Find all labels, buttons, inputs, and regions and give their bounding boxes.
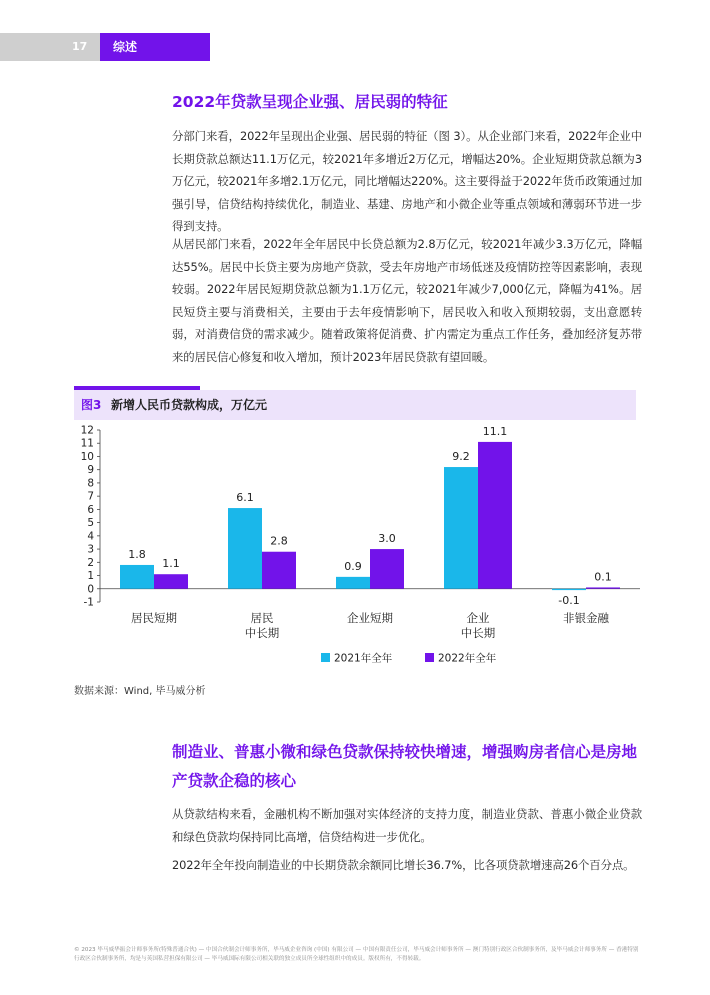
figure-label: 图3 [81, 398, 102, 412]
legend-swatch-2022 [425, 653, 434, 662]
bar-2021 [120, 565, 154, 589]
y-tick-label: 1 [87, 570, 94, 583]
section-heading-2: 制造业、普惠小微和绿色贷款保持较快增速，增强购房者信心是房地产贷款企稳的核心 [172, 743, 638, 790]
legend-label: 2022年全年 [438, 652, 497, 665]
y-tick-label: 4 [87, 530, 94, 543]
figure-title: 新增人民币贷款构成，万亿元 [111, 398, 268, 412]
bar-2022 [370, 549, 404, 589]
paragraph-2: 从居民部门来看，2022年全年居民中长贷总额为2.8万亿元，较2021年减少3.3万亿元，降幅达55%。居民中长贷主要为房地产贷款，受去年房地产市场低迷及疫情防控等因素影响，表现较弱。2022年居民短期贷款总额为1.1万亿元，较2021年减少7,000亿元，降幅为41%。居民短贷主要与消费相关，主要由于去年疫情影响下，居民收入和收入预期较弱，支出意愿转弱，对消费信贷的需求减少。随着政策将促消费、扩内需定为重点工作任务，叠加经济复苏带来的居民信心修复和收入增加，预计2023年居民贷款有望回暖。 [172, 237, 642, 364]
legend-label: 2021年全年 [334, 652, 393, 665]
y-tick-label: 12 [80, 424, 94, 437]
bar-2022 [262, 552, 296, 589]
data-label: 0.1 [594, 570, 612, 584]
loan-composition-chart [60, 422, 650, 674]
x-category-label: 居民短期 [131, 611, 177, 625]
x-category-label: 中长期 [460, 626, 496, 640]
bar-2021 [444, 467, 478, 589]
legend-swatch-2021 [321, 653, 330, 662]
data-label: 6.1 [236, 491, 254, 505]
x-category-label: 非银金融 [563, 611, 609, 625]
y-tick-label: 11 [80, 437, 94, 450]
bar-2021 [552, 589, 586, 590]
data-label: 2.8 [270, 534, 288, 548]
x-category-label: 中长期 [244, 626, 280, 640]
data-label: 1.8 [128, 547, 146, 561]
x-category-label: 居民 [250, 611, 274, 625]
y-tick-label: 3 [87, 543, 94, 556]
bar-2021 [228, 508, 262, 589]
bar-2021 [336, 577, 370, 589]
copyright-footer: © 2023 毕马威华振会计师事务所(特殊普通合伙) — 中国合伙制会计师事务所，毕马威企业咨询 (中国) 有限公司 — 中国有限责任公司，毕马威会计师事务所 — 澳门特别行政区合伙制事务所，及毕马威会计师事务所 — 香港特别行政区合伙制事务所，均是与英国私营担保有限公司 — 毕马威国际有限公司相关联的独立成员所全球性组织中的成员。版权所有，不得转载。 [74, 947, 639, 962]
bar-2022 [478, 442, 512, 589]
y-tick-label: 2 [87, 556, 94, 569]
data-label: 3.0 [378, 532, 396, 546]
paragraph-3: 从贷款结构来看，金融机构不断加强对实体经济的支持力度，制造业贷款、普惠小微企业贷款和绿色贷款均保持同比高增，信贷结构进一步优化。 [172, 807, 642, 844]
paragraph-1: 分部门来看，2022年呈现出企业强、居民弱的特征（图 3）。从企业部门来看，2022年企业中长期贷款总额达11.1万亿元，较2021年多增近2万亿元，增幅达20%。企业短期贷款总额为3万亿元，较2021年多增2.1万亿元，同比增幅达220%。这主要得益于2022年货币政策通过加强引导，信贷结构持续优化，制造业、基建、房地产和小微企业等重点领域和薄弱环节进一步得到支持。 [172, 129, 642, 233]
section-heading-1: 2022年贷款呈现企业强、居民弱的特征 [172, 93, 448, 111]
data-label: 9.2 [452, 450, 470, 464]
y-tick-label: 9 [87, 464, 94, 477]
x-category-label: 企业 [466, 611, 490, 625]
y-tick-label: 0 [87, 583, 94, 596]
x-category-label: 企业短期 [347, 611, 393, 625]
section-tag: 综述 [113, 40, 138, 54]
y-tick-label: 8 [87, 477, 94, 490]
data-label: 1.1 [162, 557, 180, 571]
data-label: 0.9 [344, 559, 362, 573]
data-label: 11.1 [482, 424, 508, 438]
bar-2022 [586, 587, 620, 588]
y-tick-label: 5 [87, 517, 94, 530]
bar-2022 [154, 574, 188, 589]
page-number: 17 [72, 40, 88, 53]
y-tick-label: 7 [87, 490, 94, 503]
y-tick-label: -1 [83, 596, 94, 609]
data-label: -0.1 [558, 594, 580, 608]
y-tick-label: 10 [80, 450, 94, 463]
paragraph-4: 2022年全年投向制造业的中长期贷款余额同比增长36.7%，比各项贷款增速高26个百分点。 [172, 858, 635, 872]
y-tick-label: 6 [87, 503, 94, 516]
data-source: 数据来源：Wind, 毕马威分析 [74, 686, 206, 697]
